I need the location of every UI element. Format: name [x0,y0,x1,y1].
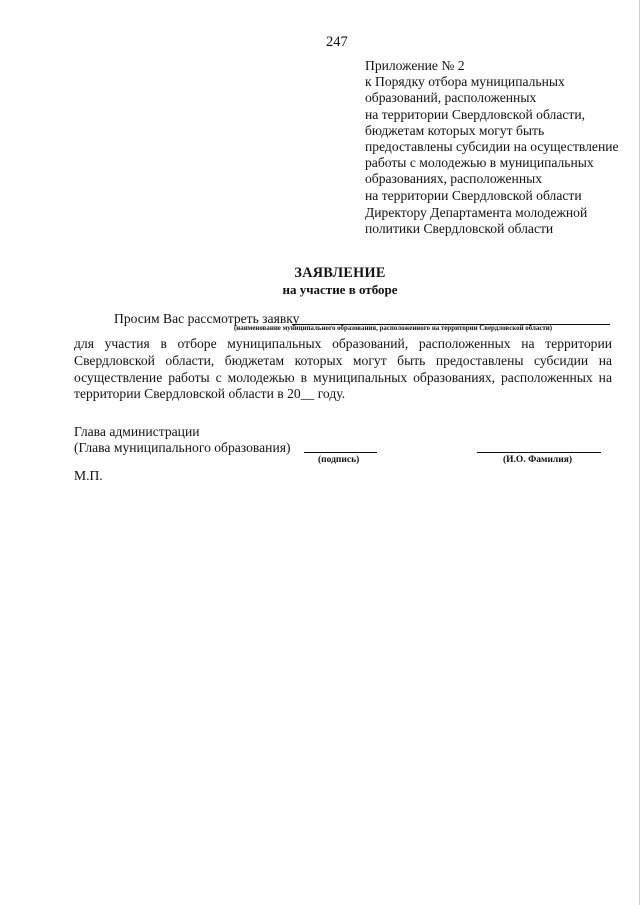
body-paragraph [74,336,612,403]
municipality-name-caption: (наименование муниципального образования, расположенного на территории Свердловской области) [234,325,553,332]
signature-caption: (подпись) [318,455,360,465]
appendix-line: работы с молодежью в муниципальных [365,155,594,171]
document-subtitle: на участие в отборе [282,282,398,297]
appendix-line: Приложение № 2 [365,58,465,73]
appendix-line: предоставлены субсидии на осуществление [365,139,619,155]
body-line: Свердловской области, бюджетам которых могут быть предоставлены субсидии на [74,352,612,368]
appendix-line: образований, расположенных [365,90,537,106]
addressee-block [365,205,587,237]
document-title: ЗАЯВЛЕНИЕ [294,265,386,281]
appendix-line: бюджетам которых могут быть [365,122,545,138]
addressee-line: политики Свердловской области [365,221,554,237]
body-line-last: территории Свердловской области в 20__ году. [74,386,346,402]
stamp-placeholder: М.П. [74,468,103,483]
request-text: Просим Вас рассмотреть заявку [114,311,300,326]
body-line: для участия в отборе муниципальных образований, расположенных на территории [74,336,612,351]
appendix-header [365,58,619,204]
signatory-title: Глава администрации [74,424,200,439]
signatory-label [74,424,291,456]
full-name-caption: (И.О. Фамилия) [503,455,573,465]
full-name-field[interactable] [477,452,601,453]
addressee-line: Директору Департамента молодежной [365,205,588,220]
body-line: осуществление работы с молодежью в муниципальных образованиях, расположенных на [74,369,612,385]
appendix-line: на территории Свердловской области, [365,106,586,122]
appendix-line: на территории Свердловской области [365,187,582,203]
appendix-line: к Порядку отбора муниципальных [365,74,565,90]
signatory-title-alt: (Глава муниципального образования) [74,440,291,456]
appendix-line: образованиях, расположенных [365,171,543,187]
page-number: 247 [326,34,348,50]
document-title-block [0,265,640,298]
signature-field[interactable] [304,452,377,453]
